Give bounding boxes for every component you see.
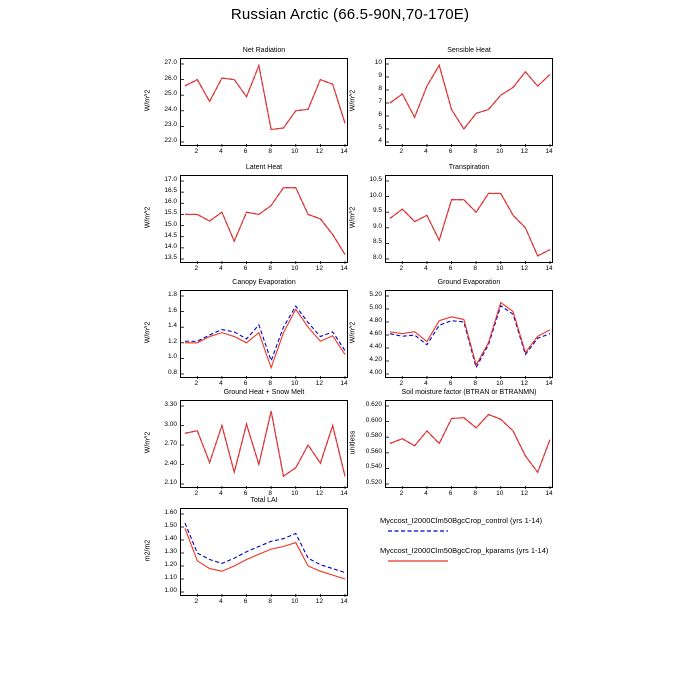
y-tick-label: 5.20 xyxy=(369,291,382,298)
y-tick-label: 0.560 xyxy=(365,447,382,455)
x-tick-label: 12 xyxy=(315,265,323,272)
chart-title: Ground Heat + Snow Melt xyxy=(223,389,305,396)
x-tick-label: 2 xyxy=(399,265,404,272)
chart-title: Sensible Heat xyxy=(447,47,491,54)
y-tick-label: 9.5 xyxy=(372,207,382,215)
x-tick-label: 14 xyxy=(340,148,348,155)
y-tick-label: 1.6 xyxy=(167,306,177,314)
chart-panel xyxy=(144,279,348,390)
y-tick-label: 14.5 xyxy=(164,231,177,239)
y-tick-label: 0.520 xyxy=(365,479,382,486)
x-tick-label: 8 xyxy=(268,490,272,497)
y-axis-label: W/m^2 xyxy=(349,89,357,112)
y-tick-label: 4.20 xyxy=(369,356,382,363)
y-tick-label: 5.00 xyxy=(369,304,382,311)
x-tick-label: 14 xyxy=(545,380,553,387)
plot-area xyxy=(180,290,348,378)
y-tick-label: 13.5 xyxy=(164,254,177,261)
y-tick-label: 0.8 xyxy=(167,369,177,376)
x-tick-label: 8 xyxy=(268,148,272,155)
y-tick-label: 2.40 xyxy=(164,459,177,467)
x-tick-label: 2 xyxy=(194,490,199,497)
y-tick-label: 1.60 xyxy=(164,509,177,516)
y-tick-label: 1.30 xyxy=(164,548,177,555)
y-tick-label: 1.2 xyxy=(167,337,177,345)
series-line xyxy=(390,303,550,365)
x-tick-label: 14 xyxy=(340,265,348,272)
series-line xyxy=(185,66,345,130)
chart-title: Ground Evaporation xyxy=(437,279,501,286)
x-tick-label: 6 xyxy=(448,148,453,155)
plot-area xyxy=(385,400,553,488)
chart-title: Soil moisture factor (BTRAN or BTRANMN) xyxy=(401,389,537,396)
y-tick-label: 17.0 xyxy=(164,176,177,183)
legend-line-swatch xyxy=(388,558,448,564)
y-axis-label: W/m^2 xyxy=(144,206,152,229)
x-tick-label: 6 xyxy=(243,148,248,155)
chart-panel xyxy=(349,164,553,275)
x-tick-label: 2 xyxy=(399,490,404,497)
y-tick-label: 24.0 xyxy=(164,105,177,113)
series-line xyxy=(185,528,345,579)
x-tick-label: 8 xyxy=(268,598,272,605)
plot-area xyxy=(180,400,348,488)
x-tick-label: 12 xyxy=(315,148,323,155)
y-tick-label: 25.0 xyxy=(164,90,177,98)
y-tick-label: 3.30 xyxy=(164,401,177,408)
legend-line-swatch xyxy=(388,528,448,534)
x-tick-label: 12 xyxy=(315,490,323,497)
x-tick-label: 4 xyxy=(424,490,428,497)
legend-label: Myccost_I2000Clm50BgcCrop_control (yrs 1-14) xyxy=(380,515,543,525)
y-tick-label: 4.60 xyxy=(369,330,382,337)
y-tick-label: 9.0 xyxy=(372,222,382,230)
chart-title: Canopy Evaporation xyxy=(232,279,296,286)
y-tick-label: 1.10 xyxy=(164,574,177,581)
y-tick-label: 22.0 xyxy=(164,137,177,144)
series-line xyxy=(185,306,345,361)
y-tick-label: 1.0 xyxy=(167,353,177,361)
series-line xyxy=(390,193,550,255)
x-tick-label: 8 xyxy=(473,265,477,272)
x-tick-label: 4 xyxy=(424,148,428,155)
chart-panel xyxy=(144,497,348,608)
y-axis-label: W/m^2 xyxy=(349,206,357,229)
y-tick-label: 0.600 xyxy=(365,416,382,424)
x-tick-label: 2 xyxy=(194,265,199,272)
x-tick-label: 12 xyxy=(315,598,323,605)
y-axis-label: m2/m2 xyxy=(144,539,152,562)
x-tick-label: 4 xyxy=(219,265,223,272)
plot-area xyxy=(180,175,348,263)
plot-area xyxy=(180,58,348,146)
x-tick-label: 10 xyxy=(496,148,504,155)
y-axis-label: W/m^2 xyxy=(144,321,152,344)
page-title: Russian Arctic (66.5-90N,70-170E) xyxy=(230,6,470,23)
x-tick-label: 12 xyxy=(315,380,323,387)
chart-panel xyxy=(144,389,348,500)
chart-panel xyxy=(144,164,348,275)
x-tick-label: 2 xyxy=(194,598,199,605)
x-tick-label: 6 xyxy=(243,380,248,387)
x-tick-label: 14 xyxy=(545,265,553,272)
x-tick-label: 4 xyxy=(424,265,428,272)
x-tick-label: 12 xyxy=(520,148,528,155)
y-tick-label: 1.50 xyxy=(164,522,177,529)
y-tick-label: 10.5 xyxy=(369,176,382,183)
y-tick-label: 2.70 xyxy=(164,440,177,447)
x-tick-label: 10 xyxy=(291,598,299,605)
y-axis-label: W/m^2 xyxy=(349,321,357,344)
x-tick-label: 14 xyxy=(340,490,348,497)
y-axis-label: W/m^2 xyxy=(144,89,152,112)
x-tick-label: 14 xyxy=(340,598,348,605)
x-tick-label: 8 xyxy=(268,265,272,272)
y-tick-label: 16.0 xyxy=(164,198,177,206)
series-line xyxy=(185,309,345,368)
series-line xyxy=(390,65,550,129)
chart-title: Latent Heat xyxy=(245,164,283,171)
plot-area xyxy=(180,508,348,596)
x-tick-label: 12 xyxy=(520,380,528,387)
x-tick-label: 10 xyxy=(496,380,504,387)
x-tick-label: 6 xyxy=(243,265,248,272)
y-axis-label: W/m^2 xyxy=(144,431,152,454)
y-axis-label: unitless xyxy=(349,430,357,455)
x-tick-label: 10 xyxy=(291,380,299,387)
x-tick-label: 10 xyxy=(291,148,299,155)
y-tick-label: 9 xyxy=(378,72,382,79)
x-tick-label: 6 xyxy=(243,490,248,497)
chart-panel xyxy=(349,279,553,390)
x-tick-label: 8 xyxy=(473,380,477,387)
chart-panel xyxy=(349,47,553,158)
y-tick-label: 6 xyxy=(378,111,382,118)
y-tick-label: 8.0 xyxy=(372,254,382,261)
x-tick-label: 6 xyxy=(243,598,248,605)
y-tick-label: 1.8 xyxy=(167,291,177,298)
x-tick-label: 10 xyxy=(496,490,504,497)
y-tick-label: 7 xyxy=(378,98,382,105)
x-tick-label: 4 xyxy=(219,380,223,387)
plot-area xyxy=(385,58,553,146)
y-tick-label: 3.00 xyxy=(164,420,177,428)
legend-item xyxy=(380,515,680,525)
plot-area xyxy=(385,290,553,378)
x-tick-label: 4 xyxy=(219,148,223,155)
x-tick-label: 2 xyxy=(194,380,199,387)
x-tick-label: 4 xyxy=(219,598,223,605)
x-tick-label: 8 xyxy=(473,148,477,155)
x-tick-label: 10 xyxy=(291,265,299,272)
series-line xyxy=(185,411,345,476)
y-tick-label: 1.00 xyxy=(164,587,177,594)
y-tick-label: 4 xyxy=(378,137,382,144)
x-tick-label: 12 xyxy=(520,265,528,272)
y-tick-label: 1.20 xyxy=(164,561,177,568)
y-tick-label: 5 xyxy=(378,124,382,131)
x-tick-label: 6 xyxy=(448,490,453,497)
x-tick-label: 10 xyxy=(496,265,504,272)
chart-title: Transpiration xyxy=(448,164,490,171)
x-tick-label: 2 xyxy=(194,148,199,155)
x-tick-label: 14 xyxy=(545,148,553,155)
y-tick-label: 10.0 xyxy=(369,191,382,199)
y-tick-label: 10 xyxy=(374,59,382,66)
series-line xyxy=(390,306,550,368)
x-tick-label: 14 xyxy=(545,490,553,497)
y-tick-label: 15.5 xyxy=(164,209,177,217)
x-tick-label: 6 xyxy=(448,380,453,387)
y-tick-label: 8 xyxy=(378,85,382,92)
y-tick-label: 2.10 xyxy=(164,479,177,486)
y-tick-label: 4.40 xyxy=(369,343,382,350)
y-tick-label: 1.40 xyxy=(164,535,177,542)
y-tick-label: 27.0 xyxy=(164,59,177,66)
chart-panel xyxy=(144,47,348,158)
y-tick-label: 26.0 xyxy=(164,74,177,82)
series-line xyxy=(185,188,345,255)
x-tick-label: 8 xyxy=(268,380,272,387)
x-tick-label: 4 xyxy=(219,490,223,497)
y-tick-label: 14.0 xyxy=(164,242,177,250)
y-tick-label: 15.0 xyxy=(164,220,177,228)
series-line xyxy=(390,65,550,129)
chart-title: Total LAI xyxy=(250,497,278,504)
x-tick-label: 8 xyxy=(473,490,477,497)
x-tick-label: 2 xyxy=(399,148,404,155)
y-tick-label: 4.00 xyxy=(369,369,382,376)
x-tick-label: 10 xyxy=(291,490,299,497)
series-line xyxy=(185,411,345,476)
series-line xyxy=(185,523,345,572)
y-tick-label: 16.5 xyxy=(164,187,177,195)
y-tick-label: 4.80 xyxy=(369,317,382,324)
y-tick-label: 8.5 xyxy=(372,238,382,246)
series-line xyxy=(390,415,550,473)
x-tick-label: 14 xyxy=(340,380,348,387)
x-tick-label: 6 xyxy=(448,265,453,272)
legend-label: Myccost_I2000Clm50BgcCrop_kparams (yrs 1-14) xyxy=(380,545,549,555)
series-line xyxy=(390,193,550,255)
y-tick-label: 0.620 xyxy=(365,401,382,408)
x-tick-label: 4 xyxy=(424,380,428,387)
y-tick-label: 0.580 xyxy=(365,432,382,440)
x-tick-label: 12 xyxy=(520,490,528,497)
legend-item xyxy=(380,545,680,555)
plot-area xyxy=(385,175,553,263)
y-tick-label: 0.540 xyxy=(365,463,382,471)
y-tick-label: 23.0 xyxy=(164,121,177,129)
x-tick-label: 2 xyxy=(399,380,404,387)
chart-title: Net Radiation xyxy=(242,47,286,54)
y-tick-label: 1.4 xyxy=(167,322,177,330)
chart-panel xyxy=(349,389,553,500)
